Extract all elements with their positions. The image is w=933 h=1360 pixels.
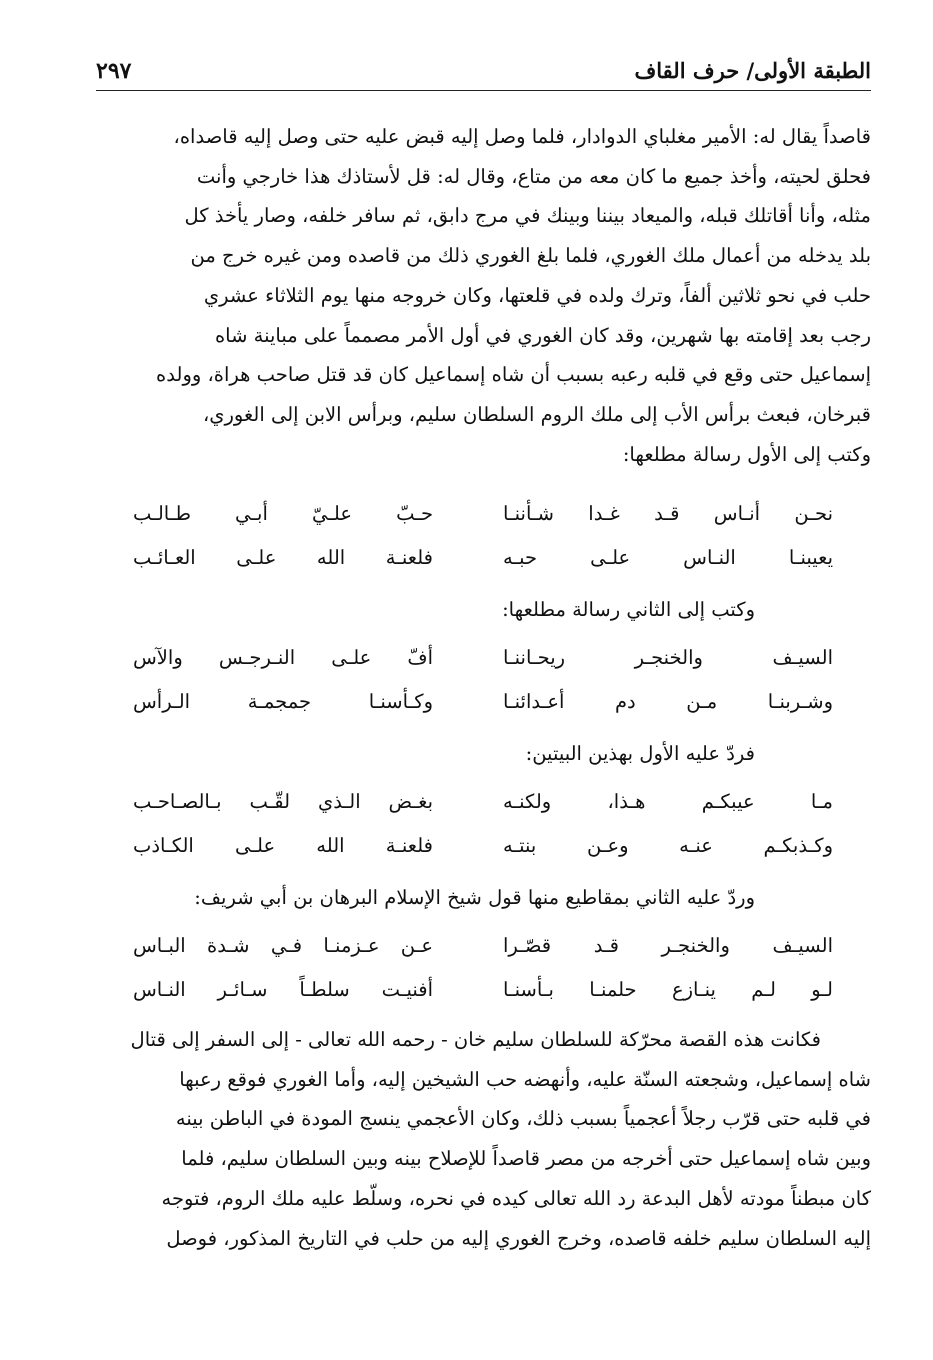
prose-line: قاصداً يقال له: الأمير مغلباي الدوادار، فلما وصل إليه قبض عليه حتى وصل إليه قاصداه،: [173, 125, 871, 148]
poem-verse: [133, 978, 833, 1012]
poem-verse: [133, 834, 833, 868]
running-title: الطبقة الأولى/ حرف القاف: [634, 58, 871, 83]
verse-first-hemistich: يعيبنـا النـاس علـى حبـه: [503, 546, 833, 569]
prose-line: إليه السلطان سليم خلفه قاصده، وخرج الغوري إليه من حلب في التاريخ المذكور، فوصل: [166, 1226, 871, 1250]
running-header: [96, 56, 871, 91]
prose-line: بلد يدخله من أعمال ملك الغوري، فلما بلغ الغوري ذلك من قاصده ومن غيره خرج من: [190, 244, 871, 268]
verse-second-hemistich: عـن عـزمنـا فـي شـدة البـاس: [133, 934, 433, 957]
poem-verse: [133, 790, 833, 824]
prose-line: حلب في نحو ثلاثين ألفاً، وترك ولده في قلعتها، وكان خروجه منها يوم الثلاثاء عشري: [203, 283, 871, 307]
prose-line: وبين شاه إسماعيل حتى أخرجه من مصر قاصداً للإصلاح بينه وبين السلطان سليم، فلما: [181, 1147, 871, 1171]
verse-second-hemistich: فلعنـة الله علـى العـائـب: [133, 546, 433, 569]
page-number: ٢٩٧: [96, 58, 132, 84]
verse-second-hemistich: أفنيـت سلطـاً سـائـر النـاس: [133, 978, 433, 1001]
verse-first-hemistich: وشـربنـا مـن دم أعـدائنـا: [503, 690, 833, 713]
prose-line: كان مبطناً مودته لأهل البدعة رد الله تعالى كيده في نحره، وسلّط عليه ملك الروم، فتوجه: [161, 1186, 871, 1210]
poem-verse: [133, 934, 833, 968]
verse-first-hemistich: نحـن أنـاس قـد غـدا شـأننـا: [503, 502, 833, 525]
poem-verse: [133, 646, 833, 680]
verse-second-hemistich: أفّ علـى النـرجـس والآس: [133, 646, 433, 669]
poem-verse: [133, 546, 833, 580]
verse-first-hemistich: لـو لـم ينـازع حلمنـا بـأسنـا: [503, 978, 833, 1001]
verse-first-hemistich: السيـف والخنجـر ريحـاننـا: [503, 646, 833, 669]
verse-second-hemistich: فلعنـة الله علـى الكـاذب: [133, 834, 433, 857]
prose-block-1: [100, 117, 871, 474]
verse-first-hemistich: مـا عيبكـم هـذا، ولكنـه: [503, 790, 833, 813]
prose-line: في قلبه حتى قرّب رجلاً أعجمياً بسبب ذلك، وكان الأعجمي ينسج المودة في الباطن بينه: [175, 1107, 871, 1131]
verse-first-hemistich: السيـف والخنجـر قـد قصّـرا: [503, 934, 833, 957]
prose-line: مثله، وأنا أقاتلك قبله، والميعاد بيننا وبينك في مرج دابق، ثم سافر خلفه، وصار يأخذ كل: [184, 204, 871, 228]
prose-line: فكانت هذه القصة محرّكة للسلطان سليم خان - رحمه الله تعالى - إلى السفر إلى قتال: [130, 1028, 821, 1051]
poem-intro: وكتب إلى الثاني رسالة مطلعها:: [502, 598, 755, 621]
prose-line: قبرخان، فبعث برأس الأب إلى ملك الروم السلطان سليم، وبرأس الابن إلى الغوري،: [202, 402, 871, 426]
poem-verse: [133, 502, 833, 536]
prose-line: رجب بعد إقامته بها شهرين، وقد كان الغوري في أول الأمر مصمماً على مباينة شاه: [214, 323, 871, 347]
prose-line: شاه إسماعيل، وشجعته السنّة عليه، وأنهضه حب الشيخين إليه، وأما الغوري فوقع رعبها: [179, 1067, 871, 1091]
poem-intro: فردّ عليه الأول بهذين البيتين:: [525, 742, 755, 765]
prose-line: فحلق لحيته، وأخذ جميع ما كان معه من متاع، وقال له: قل لأستاذك هذا خارجي وأنت: [196, 164, 871, 188]
verse-second-hemistich: وكـأسنـا جمجمـة الـرأس: [133, 690, 433, 713]
prose-line: إسماعيل حتى وقع في قلبه رعبه بسبب أن شاه إسماعيل كان قد قتل صاحب هراة، وولده: [156, 363, 871, 387]
prose-line: وكتب إلى الأول رسالة مطلعها:: [622, 442, 871, 466]
poem-intro: وردّ عليه الثاني بمقاطيع منها قول شيخ الإسلام البرهان بن أبي شريف:: [194, 886, 755, 909]
verse-second-hemistich: حـبّ علـيّ أبـي طـالـب: [133, 502, 433, 525]
verse-second-hemistich: بغـض الـذي لقّـب بـالصـاحـب: [133, 790, 433, 813]
prose-block-2: [100, 1020, 871, 1258]
verse-first-hemistich: وكـذبكـم عنـه وعـن بنتـه: [503, 834, 833, 857]
poem-verse: [133, 690, 833, 724]
